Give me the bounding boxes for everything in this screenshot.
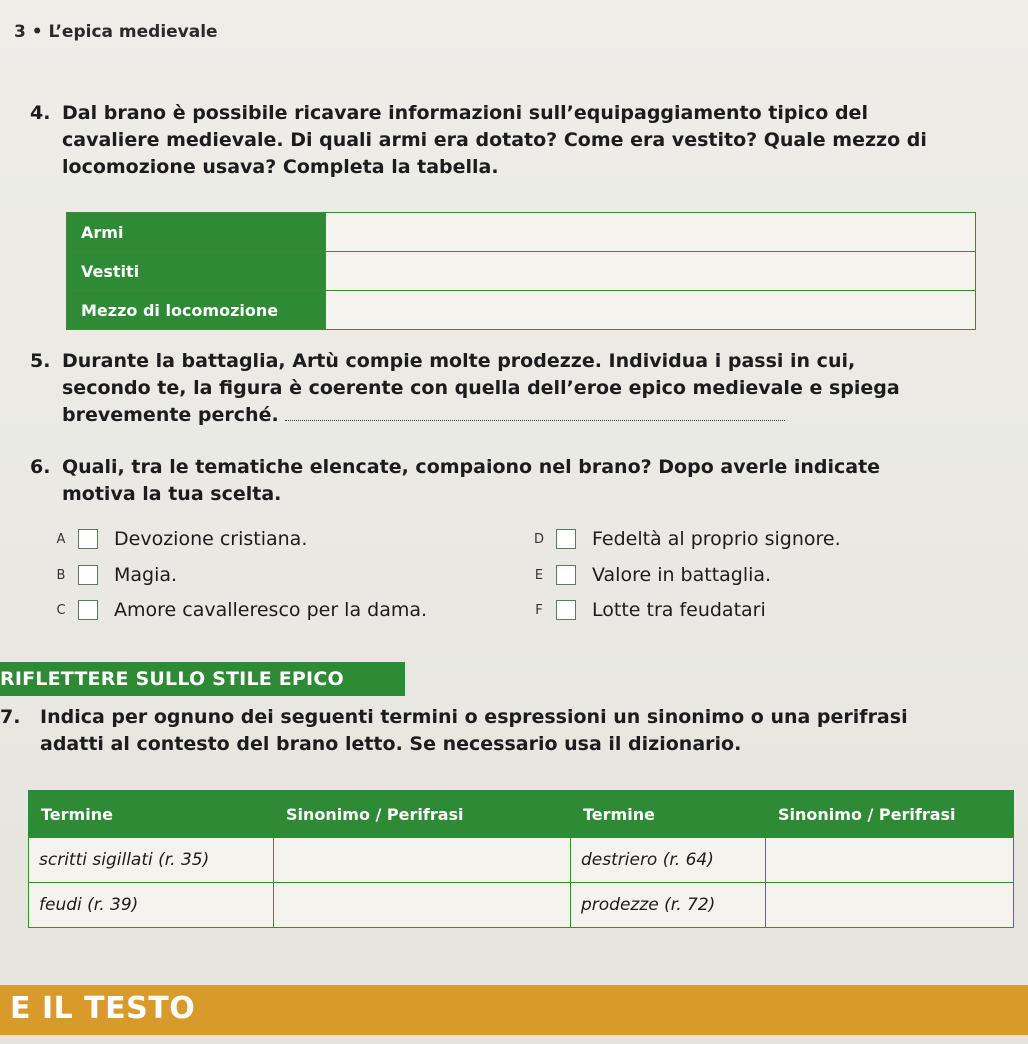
table-row	[67, 213, 976, 252]
option-text: Fedeltà al proprio signore.	[592, 528, 841, 550]
answer-cell[interactable]	[274, 838, 571, 883]
term-cell: prodezze (r. 72)	[571, 883, 766, 928]
answer-cell[interactable]	[274, 883, 571, 928]
question-4	[30, 100, 980, 181]
table-header-row	[29, 791, 1014, 838]
question-text-line: Durante la battaglia, Artù compie molte prodezze. Individua i passi in cui,	[62, 350, 856, 372]
option-b[interactable]	[50, 564, 177, 586]
question-number: 5.	[30, 350, 51, 372]
option-f[interactable]	[528, 599, 766, 621]
question-text-line: Quali, tra le tematiche elencate, compaiono nel brano? Dopo averle indicate	[62, 456, 881, 478]
question-text-line: locomozione usava? Completa la tabella.	[62, 156, 499, 178]
checkbox[interactable]	[556, 600, 576, 620]
column-header: Sinonimo / Perifrasi	[274, 791, 571, 838]
option-letter: B	[56, 567, 66, 583]
answer-cell-armi[interactable]	[326, 213, 976, 252]
column-header: Termine	[29, 791, 274, 838]
checkbox[interactable]	[78, 529, 98, 549]
option-letter: A	[56, 531, 66, 547]
checkbox[interactable]	[78, 565, 98, 585]
section-banner: RIFLETTERE SULLO STILE EPICO	[0, 662, 405, 696]
question-text-line: Indica per ognuno dei seguenti termini o espressioni un sinonimo o una perifrasi	[40, 706, 908, 728]
answer-cell-vestiti[interactable]	[326, 252, 976, 291]
option-letter: F	[535, 602, 543, 618]
table-row	[67, 252, 976, 291]
question-number: 4.	[30, 102, 51, 124]
checkbox[interactable]	[556, 529, 576, 549]
option-text: Devozione cristiana.	[114, 528, 308, 550]
answer-cell[interactable]	[766, 883, 1014, 928]
option-text: Amore cavalleresco per la dama.	[114, 599, 428, 621]
chapter-header: 3 • L’epica medievale	[14, 22, 218, 42]
row-label-vestiti: Vestiti	[67, 252, 326, 291]
question-text-line: adatti al contesto del brano letto. Se necessario usa il dizionario.	[40, 733, 742, 755]
footer-bar	[0, 985, 1028, 1035]
checkbox[interactable]	[556, 565, 576, 585]
term-cell: feudi (r. 39)	[29, 883, 274, 928]
table-row	[29, 838, 1014, 883]
question-text-line: secondo te, la figura è coerente con quella dell’eroe epico medievale e spiega	[62, 377, 900, 399]
answer-cell[interactable]	[766, 838, 1014, 883]
answer-line[interactable]	[285, 402, 785, 421]
question-text-line: cavaliere medievale. Di quali armi era dotato? Come era vestito? Quale mezzo di	[62, 129, 927, 151]
question-5	[30, 348, 990, 429]
term-cell: scritti sigillati (r. 35)	[29, 838, 274, 883]
option-letter: D	[533, 531, 544, 547]
question-text-line: motiva la tua scelta.	[62, 483, 282, 505]
question-text-line: Dal brano è possibile ricavare informazioni sull’equipaggiamento tipico del	[62, 102, 868, 124]
option-c[interactable]	[50, 599, 427, 621]
term-cell: destriero (r. 64)	[571, 838, 766, 883]
table-row	[29, 883, 1014, 928]
column-header: Sinonimo / Perifrasi	[766, 791, 1014, 838]
option-letter: E	[534, 567, 544, 583]
option-text: Magia.	[114, 564, 178, 586]
option-text: Valore in battaglia.	[592, 564, 772, 586]
option-d[interactable]	[528, 528, 841, 550]
question-text-line: brevemente perché.	[62, 404, 279, 426]
equipment-table	[66, 212, 976, 330]
table-row	[67, 291, 976, 330]
row-label-mezzo: Mezzo di locomozione	[67, 291, 326, 330]
question-6	[30, 454, 990, 508]
option-a[interactable]	[50, 528, 307, 550]
question-number: 6.	[30, 456, 51, 478]
column-header: Termine	[571, 791, 766, 838]
question-number: 7.	[0, 706, 21, 728]
option-text: Lotte tra feudatari	[592, 599, 766, 621]
checkbox[interactable]	[78, 600, 98, 620]
option-letter: C	[56, 602, 66, 618]
row-label-armi: Armi	[67, 213, 326, 252]
footer-title: E IL TESTO	[10, 991, 196, 1026]
synonyms-table	[28, 790, 1014, 928]
answer-cell-mezzo[interactable]	[326, 291, 976, 330]
question-7	[0, 704, 990, 758]
option-e[interactable]	[528, 564, 771, 586]
